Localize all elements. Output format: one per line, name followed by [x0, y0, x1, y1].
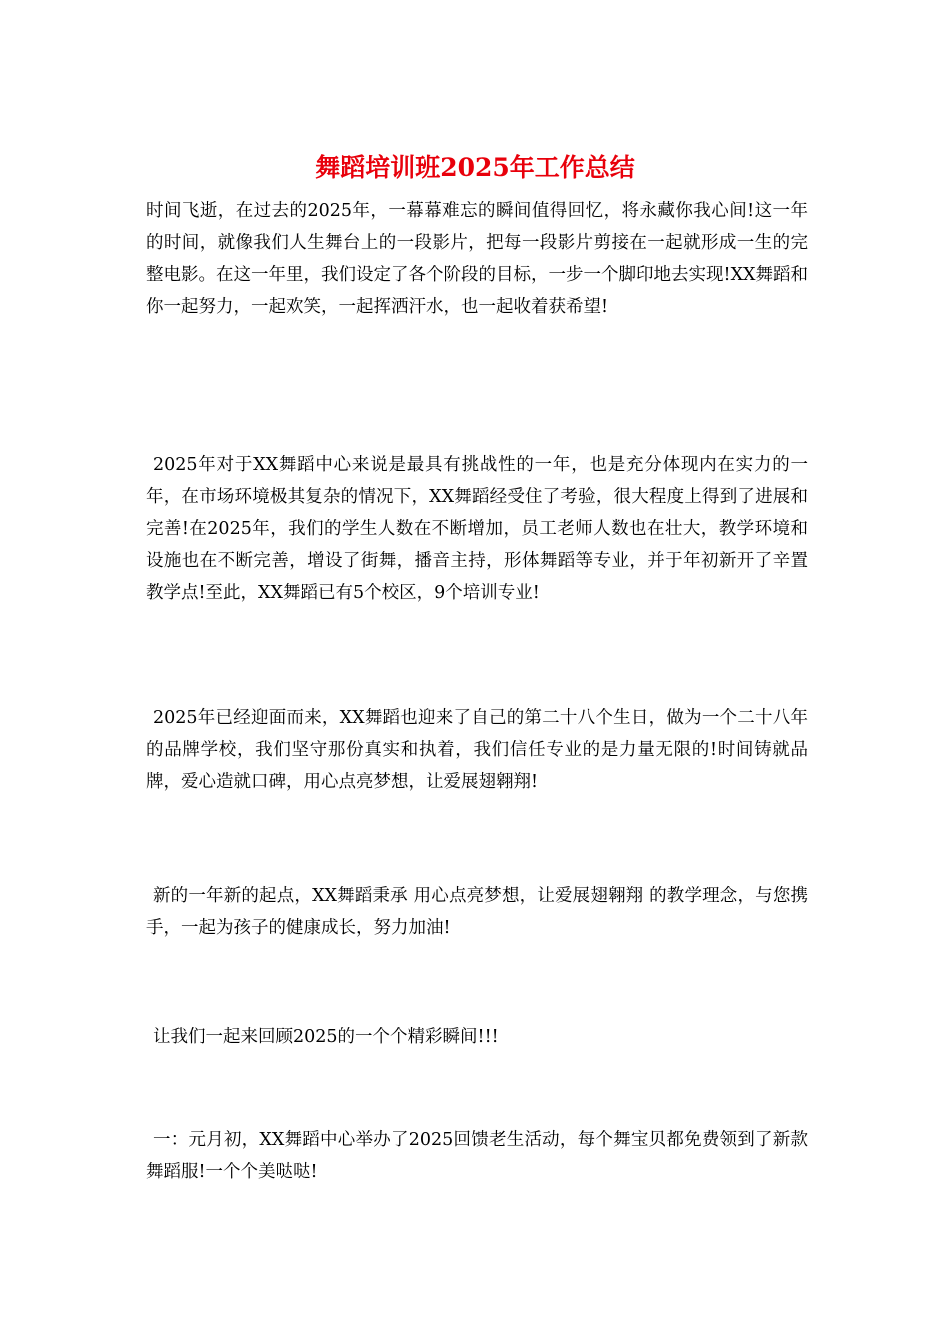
paragraph-review-intro: 让我们一起来回顾2025的一个个精彩瞬间!!! [153, 1027, 499, 1047]
paragraph-anniversary: 2025年已经迎面而来，XX舞蹈也迎来了自己的第二十八个生日，做为一个二十八年的品牌学校，我们坚守那份真实和执着，我们信任专业的是力量无限的!时间铸就品牌，爱心造就口碑，用心点亮梦想，让爱展翅翱翔! [146, 708, 808, 792]
paragraph-new-start: 新的一年新的起点，XX舞蹈秉承 用心点亮梦想，让爱展翅翱翔 的教学理念，与您携手，一起为孩子的健康成长，努力加油! [146, 886, 808, 938]
paragraph-intro: 时间飞逝，在过去的2025年，一幕幕难忘的瞬间值得回忆，将永藏你我心间!这一年的时间，就像我们人生舞台上的一段影片，把每一段影片剪接在一起就形成一生的完整电影。在这一年里，我们设定了各个阶段的目标，一步一个脚印地去实现!XX舞蹈和你一起努力，一起欢笑，一起挥洒汗水，也一起收着获希望! [146, 201, 808, 317]
paragraph-challenges: 2025年对于XX舞蹈中心来说是最具有挑战性的一年，也是充分体现内在实力的一年，在市场环境极其复杂的情况下，XX舞蹈经受住了考验，很大程度上得到了进展和完善!在2025年，我们的学生人数在不断增加，员工老师人数也在壮大，教学环境和设施也在不断完善，增设了街舞，播音主持，形体舞蹈等专业，并于年初新开了辛置教学点!至此，XX舞蹈已有5个校区，9个培训专业! [146, 455, 808, 603]
document-title: 舞蹈培训班2025年工作总结 [315, 153, 635, 182]
paragraph-event-one: 一：元月初，XX舞蹈中心举办了2025回馈老生活动，每个舞宝贝都免费领到了新款舞蹈服!一个个美哒哒! [146, 1130, 808, 1182]
